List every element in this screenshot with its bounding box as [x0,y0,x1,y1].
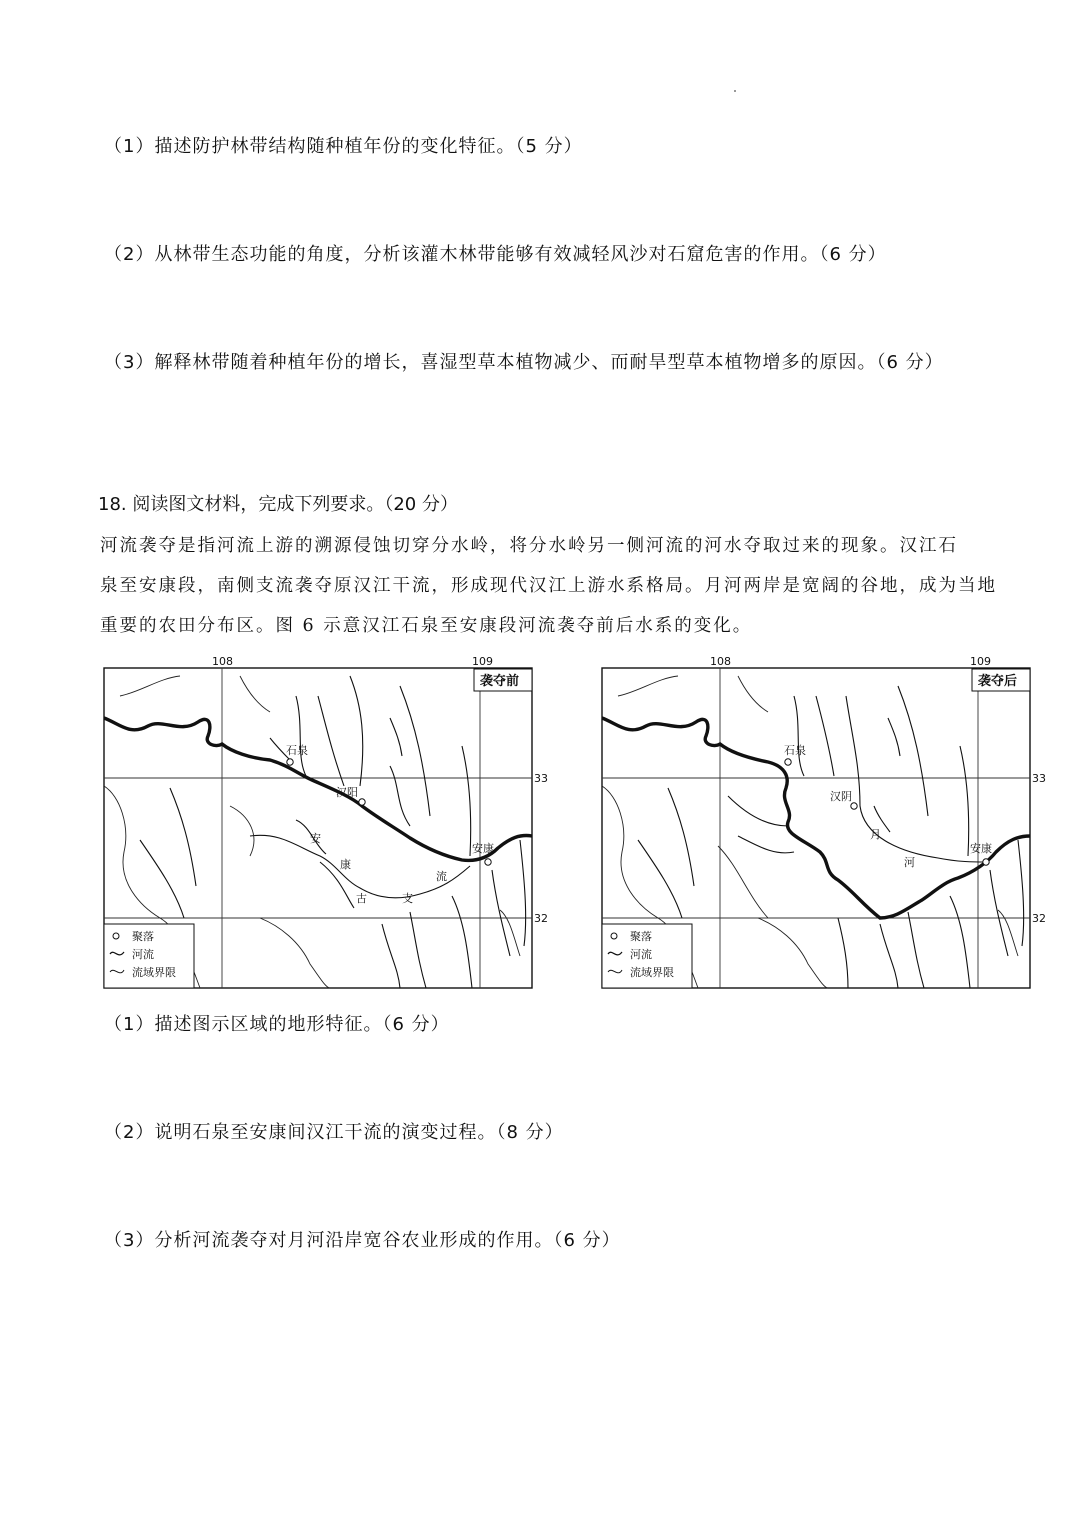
question-17-1: （1）描述防护林带结构随种植年份的变化特征。（5 分） [104,136,583,157]
question-17-2: （2）从林带生态功能的角度，分析该灌木林带能够有效减轻风沙对石窟危害的作用。（6 分） [104,244,887,265]
map-title: 袭夺前 [480,674,520,689]
lon-label-109: 109 [970,655,991,668]
lat-label-33: 33 [1032,772,1046,785]
question-17-3: （3）解释林带随着种植年份的增长，喜湿型草本植物减少、而耐旱型草本植物增多的原因。（6 分） [104,352,944,373]
place-hanyang: 汉阳 [336,786,358,799]
legend-settlement: 聚落 [630,930,652,943]
map-before-capture [100,655,548,992]
river-char-2: 康 [340,858,351,871]
material-line-1: 河流袭夺是指河流上游的溯源侵蚀切穿分水岭，将分水岭另一侧河流的河水夺取过来的现象。汉江石 [100,536,958,556]
legend-basin-boundary: 流域界限 [132,966,176,979]
lon-label-108: 108 [212,655,233,668]
legend-basin-boundary: 流域界限 [630,966,674,979]
river-char-yue: 月 [870,828,881,841]
map-after-capture [598,655,1046,992]
lat-label-32: 32 [534,912,548,925]
han-river-main [602,718,1030,918]
place-ankang: 安康 [970,842,992,855]
map-title: 袭夺后 [978,674,1018,689]
question-18-3: （3）分析河流袭夺对月河沿岸宽谷农业形成的作用。（6 分） [104,1230,621,1251]
river-char-5: 流 [436,870,447,883]
river-char-1: 安 [310,832,321,845]
legend-settlement: 聚落 [132,930,154,943]
place-shiquan: 石泉 [784,744,806,757]
legend-river: 河流 [132,948,154,961]
river-char-3: 古 [356,892,367,905]
question-18-2: （2）说明石泉至安康间汉江干流的演变过程。（8 分） [104,1122,564,1143]
lat-label-33: 33 [534,772,548,785]
lon-label-108: 108 [710,655,731,668]
lon-label-109: 109 [472,655,493,668]
legend-river: 河流 [630,948,652,961]
question-18-heading: 18. 阅读图文材料，完成下列要求。（20 分） [98,494,458,515]
river-char-4: 支 [402,892,413,905]
river-char-he: 河 [904,856,915,869]
place-shiquan: 石泉 [286,744,308,757]
speck [734,90,736,92]
place-ankang: 安康 [472,842,494,855]
lat-label-32: 32 [1032,912,1046,925]
question-18-1: （1）描述图示区域的地形特征。（6 分） [104,1014,450,1035]
material-line-2: 泉至安康段，南侧支流袭夺原汉江干流，形成现代汉江上游水系格局。月河两岸是宽阔的谷地，成为当地 [100,576,997,596]
place-hanyin: 汉阴 [830,790,852,803]
material-line-3: 重要的农田分布区。图 6 示意汉江石泉至安康段河流袭夺前后水系的变化。 [100,616,753,636]
